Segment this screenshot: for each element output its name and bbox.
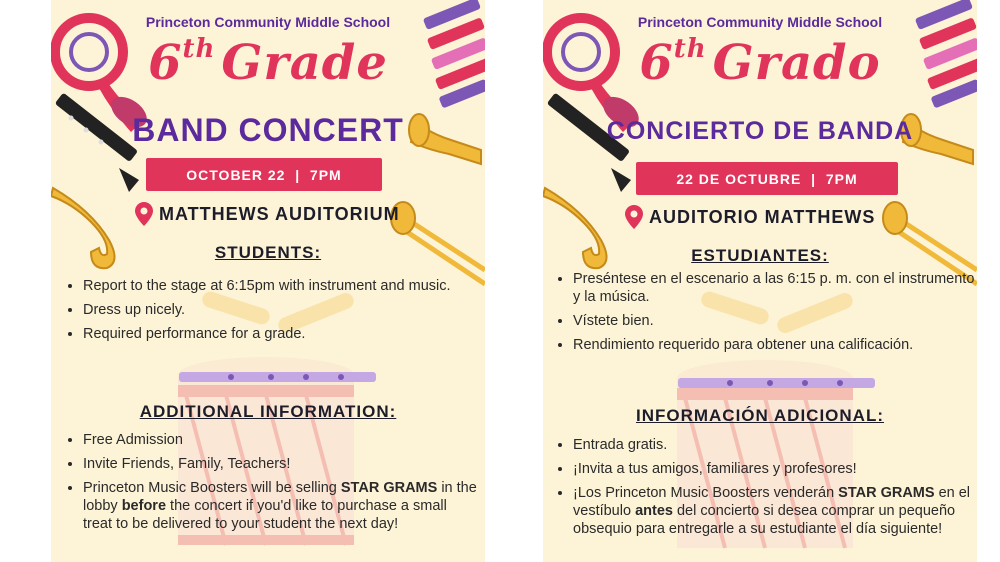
- concert-title: BAND CONCERT: [132, 112, 404, 148]
- venue: [625, 205, 875, 229]
- flute-illustration: [179, 372, 376, 382]
- date-time-banner: [146, 158, 382, 191]
- boosters-text: en el vestíbulo: [573, 485, 971, 519]
- students-list: [559, 270, 976, 360]
- grade-suffix: th: [673, 34, 707, 64]
- emphasis-text: antes: [635, 503, 673, 519]
- emphasis-text: before: [121, 498, 167, 514]
- date-time-text: OCTOBER 22 | 7PM: [186, 166, 342, 183]
- grade-heading: [51, 34, 485, 91]
- students-list: [69, 277, 478, 349]
- star-grams-text: STAR GRAMS: [838, 485, 935, 501]
- list-item: • Invite Friends, Family, Teachers!: [83, 455, 478, 473]
- list-item: • Dress up nicely.: [83, 301, 478, 319]
- grade-number: 6: [148, 35, 183, 91]
- grade-word: Grade: [221, 35, 388, 91]
- venue-name: AUDITORIO MATTHEWS: [649, 206, 876, 227]
- list-item: • Vístete bien.: [573, 312, 976, 330]
- list-item: • ¡Invita a tus amigos, familiares y profesores!: [573, 460, 976, 478]
- school-name: Princeton Community Middle School: [637, 14, 883, 30]
- students-heading: ESTUDIANTES:: [691, 246, 829, 265]
- list-item: • Required performance for a grade.: [83, 325, 478, 343]
- flyer-spanish: [543, 0, 977, 562]
- boosters-text: the concert if you'd like to purchase a small treat to be delivered to your student the next day!: [83, 498, 447, 532]
- grade-word: Grado: [712, 35, 881, 91]
- location-pin-icon: [625, 205, 643, 229]
- additional-info-heading: INFORMACIÓN ADICIONAL:: [635, 406, 884, 425]
- boosters-text: ¡Los Princeton Music Boosters venderán: [573, 485, 839, 501]
- list-item: [83, 479, 478, 533]
- list-item: • Preséntese en el escenario a las 6:15 p. m. con el instrumento y la música.: [573, 270, 976, 306]
- flute-illustration: [678, 378, 875, 388]
- list-item: • Free Admission: [83, 431, 478, 449]
- location-pin-icon: [135, 202, 153, 226]
- list-item: • Rendimiento requerido para obtener una calificación.: [573, 336, 976, 354]
- star-grams-text: STAR GRAMS: [340, 480, 438, 496]
- list-item: • Report to the stage at 6:15pm with instrument and music.: [83, 277, 478, 295]
- grade-number: 6: [639, 35, 674, 91]
- venue: [135, 202, 400, 226]
- grade-suffix: th: [182, 34, 216, 64]
- concert-title: CONCIERTO DE BANDA: [606, 117, 914, 145]
- grade-heading: [543, 34, 977, 91]
- boosters-text: del concierto si desea comprar un pequeño obsequio para entregarle a su estudiante el día siguiente!: [573, 503, 956, 537]
- date-time-banner: [636, 162, 898, 195]
- students-heading: STUDENTS:: [214, 243, 322, 262]
- flyer-english: [51, 0, 485, 562]
- venue-name: MATTHEWS AUDITORIUM: [159, 203, 400, 224]
- additional-info-list: [69, 431, 478, 539]
- school-name: Princeton Community Middle School: [145, 14, 391, 30]
- list-item: [573, 484, 976, 538]
- date-time-text: 22 DE OCTUBRE | 7PM: [676, 170, 858, 187]
- additional-info-list: [559, 436, 976, 544]
- boosters-text: in the lobby: [83, 480, 477, 514]
- additional-info-heading: ADDITIONAL INFORMATION:: [139, 402, 397, 421]
- list-item: • Entrada gratis.: [573, 436, 976, 454]
- boosters-text: Princeton Music Boosters will be selling: [83, 480, 341, 496]
